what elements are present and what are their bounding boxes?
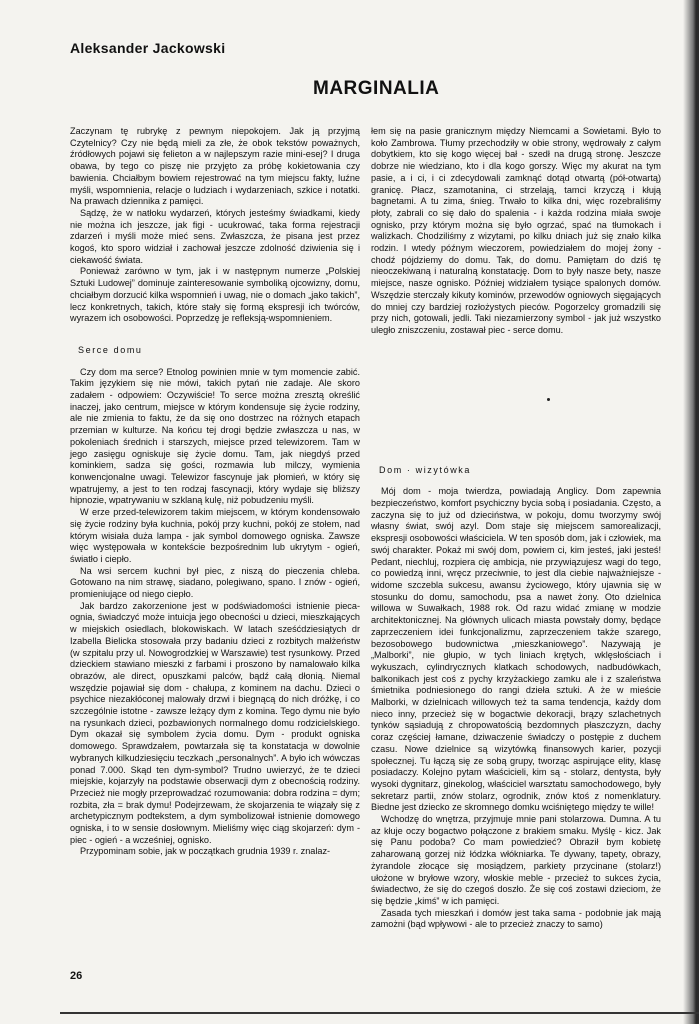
paragraph: Jak bardzo zakorzenione jest w podświadomości istnienie pieca-ognia, świadczyć może intuicja jego obecności u dzieci, mieszkających w miejskich osiedlach, blokowiskach. W latach sześćdziesiątych dr Izabella Bielicka stosowała przy badaniu dzieci z rozbitych małżeństw (w szpitalu przy ul. Nowogrodzkiej w Warszawie) test rysunkowy. Przed dzieckiem stawiano mieszki z farbami i proszono by namalowało kilka obrazów, ale direct, opuszkami palców, bądź całą dłonią. Niemal wszędzie pojawiał się dom - chałupa, z kominem na dachu. Dzieci o psychice niezakłóconej malowały drzwi i biegnącą do nich dróżkę, i co szczególnie istotne - zawsze leżący dym z komina. Tego dymu nie było na rysunkach dzieci, pozbawionych normalnego domu rodzicielskiego. Dym okazał się symbolem życia domu. Dym - produkt ogniska domowego. Sprawdzałem, powtarzała się ta konstatacja w dowolnie wybranych kilkudziesięciu teczkach „personalnych”. A było ich wówczas ponad 7.000. Skąd ten dym-symbol? Trudno uwierzyć, że te dzieci miejskie, kojarzyły na podstawie obserwacji dym z obecnością rodziny. Przecież nie mogły przeprowadzać rozumowania: dobra rodzina = dym; rozbita, zła = brak dymu! Podejrzewam, że skojarzenia te wiązały się z archetypicznym podtekstem, a dym symbolizował istnienie domowego ogniska, i to w sensie dosłownym. Mieliśmy więc ciąg skojarzeń: dym - piec - ogień - a wcześniej, ognisko. — [70, 600, 360, 845]
paragraph: Na wsi sercem kuchni był piec, z niszą do pieczenia chleba. Gotowano na nim strawę, siadano, polegiwano, spano. I znów - ogień, promieniujące od niego ciepło. — [70, 565, 360, 600]
page-title: MARGINALIA — [313, 78, 440, 99]
paragraph: W erze przed-telewizorem takim miejscem, w którym kondensowało się życie rodziny była kuchnia, pokój przy kuchni, pokój ze stołem, nad którym wisiała duża lampa - jak symbol domowego ogniska. Zawsze więc występowała w kontekście bezpośrednim lub ukrytym - ogień, światło i ciepło. — [70, 507, 360, 564]
paragraph: Zasada tych mieszkań i domów jest taka sama - podobnie jak mają zamożni (bąd wpływowi - ale to przecież znaczy to samo) — [371, 907, 661, 930]
paragraph: Czy dom ma serce? Etnolog powinien mnie w tym momencie zabić. Takim językiem się nie mówi, takich pytań nie zadaje. Ale skoro zadałem - odpowiem: Oczywiście! To serce można zresztą określić inaczej, jako centrum, miejsce w którym kondensuje się życie rodziny, ale nie zmienia to faktu, że da się ono dostrzec na różnych etapach przemian w kulturze. Na końcu tej drogi będzie zwłaszcza u nas, w pokoleniach średnich i starszych, miejsce przed telewizorem. Tam w jego zasięgu ogniskuje się życie domu. Tam, jak niegdyś przed kominkiem, sadza się gości, rozmawia lub milczy, wymienia konwencjonalne uwagi. Telewizor fascynuje jak płomień, w który się wpatrujemy, a jest to ten rodzaj fascynacji, który wydaje się bliższy hipnozie, wpatrywaniu w szklaną kulę, niż pobudzeniu myśli. — [70, 366, 360, 506]
page-edge-shadow — [683, 0, 699, 1024]
paragraph: Zaczynam tę rubrykę z pewnym niepokojem. Jak ją przyjmą Czytelnicy? Czy nie będą mieli za złe, że obok tekstów poważnych, źródłowych pojawi się felieton a w najlepszym razie mini-esej? I druga obawa, by tego co piszę nie przyjęto za próbę kokietowania czy bawienia. Chciałbym bowiem rejestrować na tym miejscu fakty, luźne myśli, wspomnienia, relacje o ludziach i wydarzeniach, szkice i notatki. Na prawach dziennika z pamięci. — [70, 126, 360, 207]
paragraph: Przypominam sobie, jak w początkach grudnia 1939 r. znalaz- — [80, 846, 331, 857]
page-number: 26 — [70, 970, 83, 982]
author-name: Aleksander Jackowski — [70, 40, 226, 56]
right-column — [371, 126, 661, 931]
section-heading: Dom · wizytówka — [379, 464, 472, 475]
ink-dot — [547, 398, 550, 401]
section-heading: Serce domu — [78, 344, 143, 355]
page-bottom-edge — [60, 1012, 699, 1014]
paragraph: łem się na pasie granicznym między Niemcami a Sowietami. Było to koło Zambrowa. Tłumy przechodziły w obie strony, wędrowały z całym dobytkiem, kto się kogo więcej bał - szedł na drugą stronę. Jeszcze dobrze nie wiedziano, kto i dla kogo gorszy. Więc my akurat na tym pasie, a i ci, i ci zdecydowali zamknąć dotąd otwartą (pół-otwartą) granicę. Płacz, szamotanina, ci strzelają, tamci krzyczą i kłują bagnetami. A tu zima, śnieg. Trwało to kilka dni, więc rozebraliśmy płoty, zabrali co się dało do spalenia - i każda rodzina miała swoje ognisko, przy którym można się było ogrzać, spać na tłumokach i walizkach. Chodziliśmy z wizytami, po kilku dniach już się znało kilka rodzin. I wtedy późnym wieczorem, powiedziałem do mojej żony - chodź pójdziemy do domu. Tak, do domu. Pamiętam do dziś tę nieoczekiwaną i naturalną konstatację. Dom to były nasze bety, nasze miejsce, nasze ognisko. Później widziałem tysiące spalonych domów. Wszędzie sterczały kikuty kominów, przewodów ogniowych sięgających do mniej czy bardziej rozłożystych pieców. Pogorzelcy gromadzili się przy nich, gotowali, jedli. Taki niezamierzony symbol - jak już wszystko uległo zniszczeniu, zostawał piec - serce domu. — [371, 126, 661, 335]
paragraph: Sądzę, że w natłoku wydarzeń, których jesteśmy świadkami, kiedy nie można ich jeszcze, jak figi - ucukrować, taka forma rejestracji zdarzeń i myśli może mieć sens. Zwłaszcza, że pisana jest przez kogoś, kto sporo widział i zachował jeszcze zdolność dziwienia się i ciekawość świata. — [70, 207, 360, 265]
paragraph: Ponieważ zarówno w tym, jak i w następnym numerze „Polskiej Sztuki Ludowej” dominuje zainteresowanie symboliką ojcowizny, domu, chciałbym dorzucić kilka wspomnień i uwag, nie o domach „jako takich”, lecz konkretnych, takich, które stały się formą ekspresji ich twórców, wyrazem ich osobowości. Poprzedzę je refleksją-wspomnieniem. — [70, 266, 360, 324]
paragraph: Wchodzę do wnętrza, przyjmuje mnie pani stolarzowa. Dumna. A tu az kłuje oczy bogactwo połączone z brakiem smaku. Myślę - kicz. Jak się Panu podoba? Co mam powiedzieć? Obraził bym kobietę zaharowaną gorzej niż łódzka włókniarka. Te dywany, tapety, obrazy, żyrandole złocące się mosiądzem, parkiety przycinane (stolarz!) ułożone w bryłowe wzory, włoskie meble - przecież to sukces życia, świadectwo, że się do czegoś doszło. Że się coś zostawi dzieciom, że się będzie „kimś” w ich pamięci. — [371, 814, 661, 906]
left-column — [70, 126, 360, 858]
paragraph: Mój dom - moja twierdza, powiadają Anglicy. Dom zapewnia bezpieczeństwo, komfort psychiczny bycia sobą i posiadania. Często, a zaczyna się to już od dzieciństwa, w pokoju, domu tworzymy swój własny świat, swój azyl. Dom staje się miejscem samorealizacji, ekspresji osobowości właściciela. W ten sposób dom, jak i człowiek, ma swój charakter. Pokaż mi swój dom, powiem ci, kim jesteś, jaki jesteś! Pedant, niechluj, rozpiera cię ambicja, nie przywiązujesz wagi do tego, co powiedzą inni, wręcz przeciwnie, to jest dla ciebie najważniejsze - widome szczebla sukcesu, awansu życiowego, który ujawnia się w stosunku do domu, samochodu, psa a nawet żony. Oto dzielnica willowa w Suwałkach, 1988 rok. Od razu widać zmianę w modzie architektonicznej. Na głównych ulicach miasta powstały domy, będące zaprzeczeniem idei funkcjonalizmu, zaprzeczeniem także szarego, bezosobowego budownictwa „mieszkaniowego”. Nazywają je „Malborki”, nie głupio, w tych liniach krętych, wklęsłościach i wykuszach, cylindrycznych klatkach schodowych, nadbudówkach, balkonikach jest coś z pychy krzyżackiego zamku ale i z szaleństwa śmietnika podniesionego do rangi dzieła sztuki. A że w mieście Malborki, w dzielnicach willowych też ta sama tendencja, każdy dom nieco inny, przecież się w bogactwie dekoracji, brązy szlachetnych tynków sąsiadują z chropowatością bezdomnych płaszczyzn, dachy coraz częściej łamane, dziwaczenie świadczy o postępie z duchem czasu. Nowe dzielnice są wizytówką finansowych karier, pozycji społecznej. Tu łączą się ze sobą grupy, tworząc aspirujące elity, klasę posiadaczy. Kolejno pytam właścicieli, kim są - stolarz, dentysta, były wysoki dygnitarz, ginekolog, właściciel warsztatu samochodowego, były sekretarz partii, znów stolarz, ogrodnik, znów ktoś z nomenklatury. Biedne jest dziecko ze skromnego domku wciśniętego między te wille! — [371, 486, 661, 813]
